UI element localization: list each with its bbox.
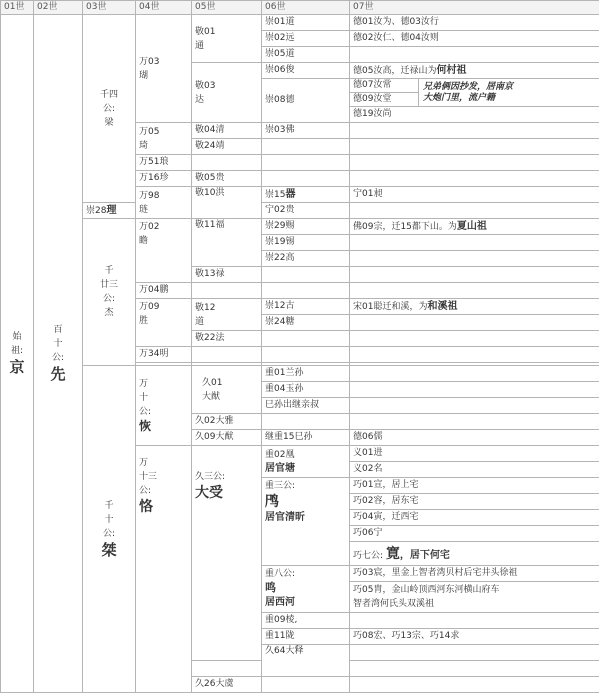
gen7-de05 [350,63,599,79]
gen5-empty-r18 [192,283,262,299]
gen6-empty-r41 [192,661,262,677]
gen3-jie-big-cell [83,366,136,693]
gen7-fo09 [350,219,599,235]
header-row [1,1,599,15]
gen4-wan09-cell [136,299,192,347]
gen7-qiao01: 巧01宣，居上宅 [350,478,599,494]
gen4-wan10-line2: 十 [139,393,148,403]
gen7-empty-r20 [350,315,599,331]
gen7-empty-r16 [350,251,599,267]
gen7-sub-table [350,79,599,106]
gen6-chong01: 崇01道 [262,15,350,31]
gen7-nanjing-note [419,79,599,106]
gen7-empty-r3 [350,47,599,63]
gen4-wan05-id: 万05 [139,127,159,137]
gen6-chong12: 崇12古 [262,299,350,315]
gen5-jing03-id: 敬03 [195,81,215,91]
gen4-wan04: 万04鹏 [136,283,192,299]
gen6-chong28-name: 理 [106,205,116,216]
gen6-zhong09: 重09棱, [262,613,350,629]
gen2-name: 先 [50,365,65,383]
gen6-zhong3-cell [262,478,350,566]
gen7-empty-r11 [350,171,599,187]
gen7-song01 [350,299,599,315]
gen3-liang-cell [83,15,136,203]
gen7-qiao05 [350,582,599,613]
gen3-liang-line2: 公: [103,104,115,114]
gen4-wan13-line1: 万 [139,458,148,468]
gen4-wan10-cell [136,366,192,446]
gen4-wan13-name: 恪 [139,499,153,515]
gen3-liang-line1: 千四 [100,90,118,100]
gen3-c-line1: 千 [104,501,113,511]
header-gen01: 01世 [1,1,34,15]
gen7-de01: 德01汝为、德03汝行 [350,15,599,31]
gen1-prefix: 始 [12,332,21,342]
gen4-wan10-line3: 公: [139,407,151,417]
gen2-line1: 百 [53,325,62,335]
gen7-empty-r15 [350,235,599,251]
gen3-jie-cell [83,219,136,366]
gen4-wan03-id: 万03 [139,57,159,67]
gen7-empty-r42 [350,677,599,693]
gen7-empty-r17 [350,267,599,283]
gen7-note-line2: 大炮门里，流户籍 [423,93,495,103]
gen6-chong15-id: 崇15 [265,190,285,200]
gen7-fo09-text: 佛09宗，迁15都下山。为 [353,222,457,232]
gen6-chong15-name: 器 [285,189,295,200]
gen7-qiao05-line1: 巧05胄，金山岭顶西河东河横山府车 [353,585,499,595]
gen4-wan16: 万16珍 [136,171,192,187]
gen5-jing01-name: 通 [195,41,204,51]
gen7-de19: 德19汝尚 [350,107,599,123]
gen4-wan51: 万51琅 [136,155,192,171]
gen7-yi01: 义01进 [350,446,599,462]
gen2-ancestor-cell [34,15,83,693]
gen6-zhong8-id: 重八公: [265,569,295,579]
gen6-zhong02-id: 重02凰 [265,450,294,460]
gen7-empty-r38 [350,613,599,629]
gen7-qiao03: 巧03宸，里金上智者湾贝村后宅井头徐祖 [350,566,599,582]
gen7-empty-r25 [350,382,599,398]
gen4-wan10-name: 恢 [139,419,151,433]
gen5-jing13: 敬13禄 [192,267,262,283]
gen5-jing01-id: 敬01 [195,27,215,37]
gen4-wan05-cell [136,123,192,155]
gen6-zhong11: 重11陇 [262,629,350,645]
gen7-empty-r10 [350,155,599,171]
gen7-empty-r21 [350,331,599,347]
gen6-chong05: 崇05道 [262,47,350,63]
gen7-empty-r9 [350,139,599,155]
gen5-jing03-cell [192,63,262,123]
gen7-qiao04: 巧04寅，迁西宅 [350,510,599,526]
gen5-jiu01-cell [192,366,262,414]
gen6-empty-r22 [262,347,350,363]
gen4-wan03-name: 瑚 [139,71,148,81]
gen5-jing10: 敬10洪 [192,187,262,219]
gen4-wan34: 万34明 [136,347,192,363]
gen6-zhong8-cell [262,566,350,613]
gen6-chong06: 崇06俊 [262,63,350,79]
gen7-de02: 德02汝仁、德04汝则 [350,31,599,47]
gen1-title: 祖: [11,346,23,356]
gen2-line2: 十 [53,339,62,349]
gen7-qiao7-name: 寛 [386,546,400,562]
gen4-wan03-cell [136,15,192,123]
gen4-wan98-name: 琏 [139,205,148,215]
gen6-zhong3-id: 重三公: [265,481,295,491]
gen7-ning02: 宁02贵 [262,203,350,219]
gen7-ning01: 宁01昶 [350,187,599,203]
gen4-wan13-line2: 十三 [139,472,157,482]
gen6-empty-r10 [262,155,350,171]
gen5-jing04: 敬04清 [192,123,262,139]
gen6-zhong02-cell [262,446,350,478]
gen6-chong24: 崇24糖 [262,315,350,331]
gen6-zhong-note: 巳孙出继亲叔 [262,398,350,414]
gen7-de07: 德07汝常 [350,79,419,93]
gen7-de09: 德09汝堂 [350,93,419,107]
gen7-yi02: 义02名 [350,462,599,478]
gen5-jiu3-name: 大受 [195,485,223,501]
gen6-empty-r17 [262,267,350,283]
gen3-liang-name: 梁 [104,118,113,128]
gen3-jie-name: 杰 [104,308,113,318]
gen6-zhong01: 重01兰孙 [262,366,350,382]
gen7-empty-r27 [350,414,599,430]
gen4-wan05-name: 琦 [139,141,148,151]
gen3-c-line3: 公: [103,529,115,539]
gen6-zhong3-place: 居官清昕 [265,512,305,523]
gen6-chong29: 崇29赐 [262,219,350,235]
gen4-wan98-id: 万98 [139,191,159,201]
gen5-jing03-name: 达 [195,95,204,105]
gen6-empty-r11 [262,171,350,187]
gen5-jiu3-id: 久三公: [195,472,225,482]
gen6-chong22: 崇22高 [262,251,350,267]
gen6-zhong8-place: 居西河 [265,597,295,608]
gen6-zhong3-name: 鸤 [265,494,279,510]
gen6-chong08: 崇08德 [262,79,350,123]
gen5-jiu3-cell [192,446,262,661]
gen5-jiu02: 久02大雅 [192,414,262,430]
gen4-wan13-line3: 公: [139,486,151,496]
gen6-chong02: 崇02远 [262,31,350,47]
gen7-note-line1: 兄弟俩因抄发，居南京 [423,82,513,92]
gen6-empty-r9 [262,139,350,155]
gen4-wan09-id: 万09 [139,302,159,312]
header-gen05: 05世 [192,1,262,15]
gen7-qiao02: 巧02容，居东宅 [350,494,599,510]
gen7-qiao06: 巧06宁 [350,526,599,542]
gen4-wan02-cell [136,219,192,283]
header-gen04: 04世 [136,1,192,15]
header-gen03: 03世 [83,1,136,15]
gen6-empty-r42 [262,677,350,693]
gen1-ancestor-cell [1,15,34,693]
gen5-jing11: 敬11福 [192,219,262,267]
gen6-zhong8-name: 鸣 [265,581,276,594]
gen3-jie-line2: 廿三 [100,280,118,290]
gen6-chong03: 崇03佛 [262,123,350,139]
gen6-empty-r18 [262,283,350,299]
gen6-chong28 [83,203,136,219]
gen6-empty-r21 [262,331,350,347]
header-gen02: 02世 [34,1,83,15]
gen7-qiao05-line2: 智者湾何氏头双溪祖 [353,599,434,609]
gen4-wan10-line1: 万 [139,379,148,389]
header-gen07: 07世 [350,1,599,15]
gen4-wan13-cell [136,446,192,693]
header-gen06: 06世 [262,1,350,15]
gen5-jing05: 敬05贵 [192,171,262,187]
gen7-qiao7-place: ，居下何宅 [400,550,450,561]
gen4-wan02-name: 瞻 [139,236,148,246]
gen7-de07-row [350,79,599,107]
gen5-empty-r22 [192,347,262,363]
gen6-chong28-id: 崇28 [86,206,106,216]
gen7-fo09-highlight: 夏山祖 [457,221,487,232]
gen6-empty-r40 [350,645,599,661]
gen7-empty-r18 [350,283,599,299]
gen1-name: 京 [9,358,24,376]
gen7-empty-r26 [350,398,599,414]
gen5-jiu26: 久26大虞 [192,677,262,693]
gen3-jie-line1: 千 [104,266,113,276]
gen4-wan02-id: 万02 [139,222,159,232]
gen7-empty-r24 [350,366,599,382]
gen3-jie-line3: 公: [103,294,115,304]
gen7-de05-highlight: 何村祖 [436,65,466,76]
gen3-c-name: 桀 [101,541,116,559]
gen6-jisun: 继重15巳孙 [262,430,350,446]
gen7-empty-r8 [350,123,599,139]
gen5-jing12-id: 敬12 [195,303,215,313]
gen5-jing12-name: 道 [195,317,204,327]
gen5-jiu09: 久09大猷 [192,430,262,446]
gen5-jiu64: 久64大释 [262,645,350,677]
gen7-qiao7-id: 巧七公: [353,551,383,561]
gen5-jing22: 敬22法 [192,331,262,347]
gen3-c-line2: 十 [104,515,113,525]
gen6-zhong02-place: 居官塘 [265,463,295,474]
gen7-qiao7 [350,542,599,566]
gen5-jing12-cell [192,299,262,331]
gen2-line3: 公: [52,353,64,363]
gen6-empty-r27 [262,414,350,430]
gen5-jing01-cell [192,15,262,63]
gen7-de05-text: 德05汝高，迁禄山为 [353,66,436,76]
gen5-jiu01-name: 大猷 [202,392,220,402]
gen5-jing24: 敬24靖 [192,139,262,155]
gen7-empty-r41 [350,661,599,677]
gen7-song01-text: 宋01聪迁和溪，为 [353,302,427,312]
gen4-wan09-name: 胜 [139,316,148,326]
gen6-chong15 [262,187,350,203]
gen5-jiu01-id: 久01 [202,378,222,388]
gen4-wan98-cell [136,187,192,219]
gen7-de06: 德06儒 [350,430,599,446]
gen6-zhong04: 重04玉孙 [262,382,350,398]
gen7-song01-highlight: 和溪祖 [427,301,457,312]
gen7-empty-r22 [350,347,599,363]
gen5-empty-r10 [192,155,262,171]
gen6-chong19: 崇19锡 [262,235,350,251]
gen7-qiao08: 巧08宏、巧13宗、巧14求 [350,629,599,645]
